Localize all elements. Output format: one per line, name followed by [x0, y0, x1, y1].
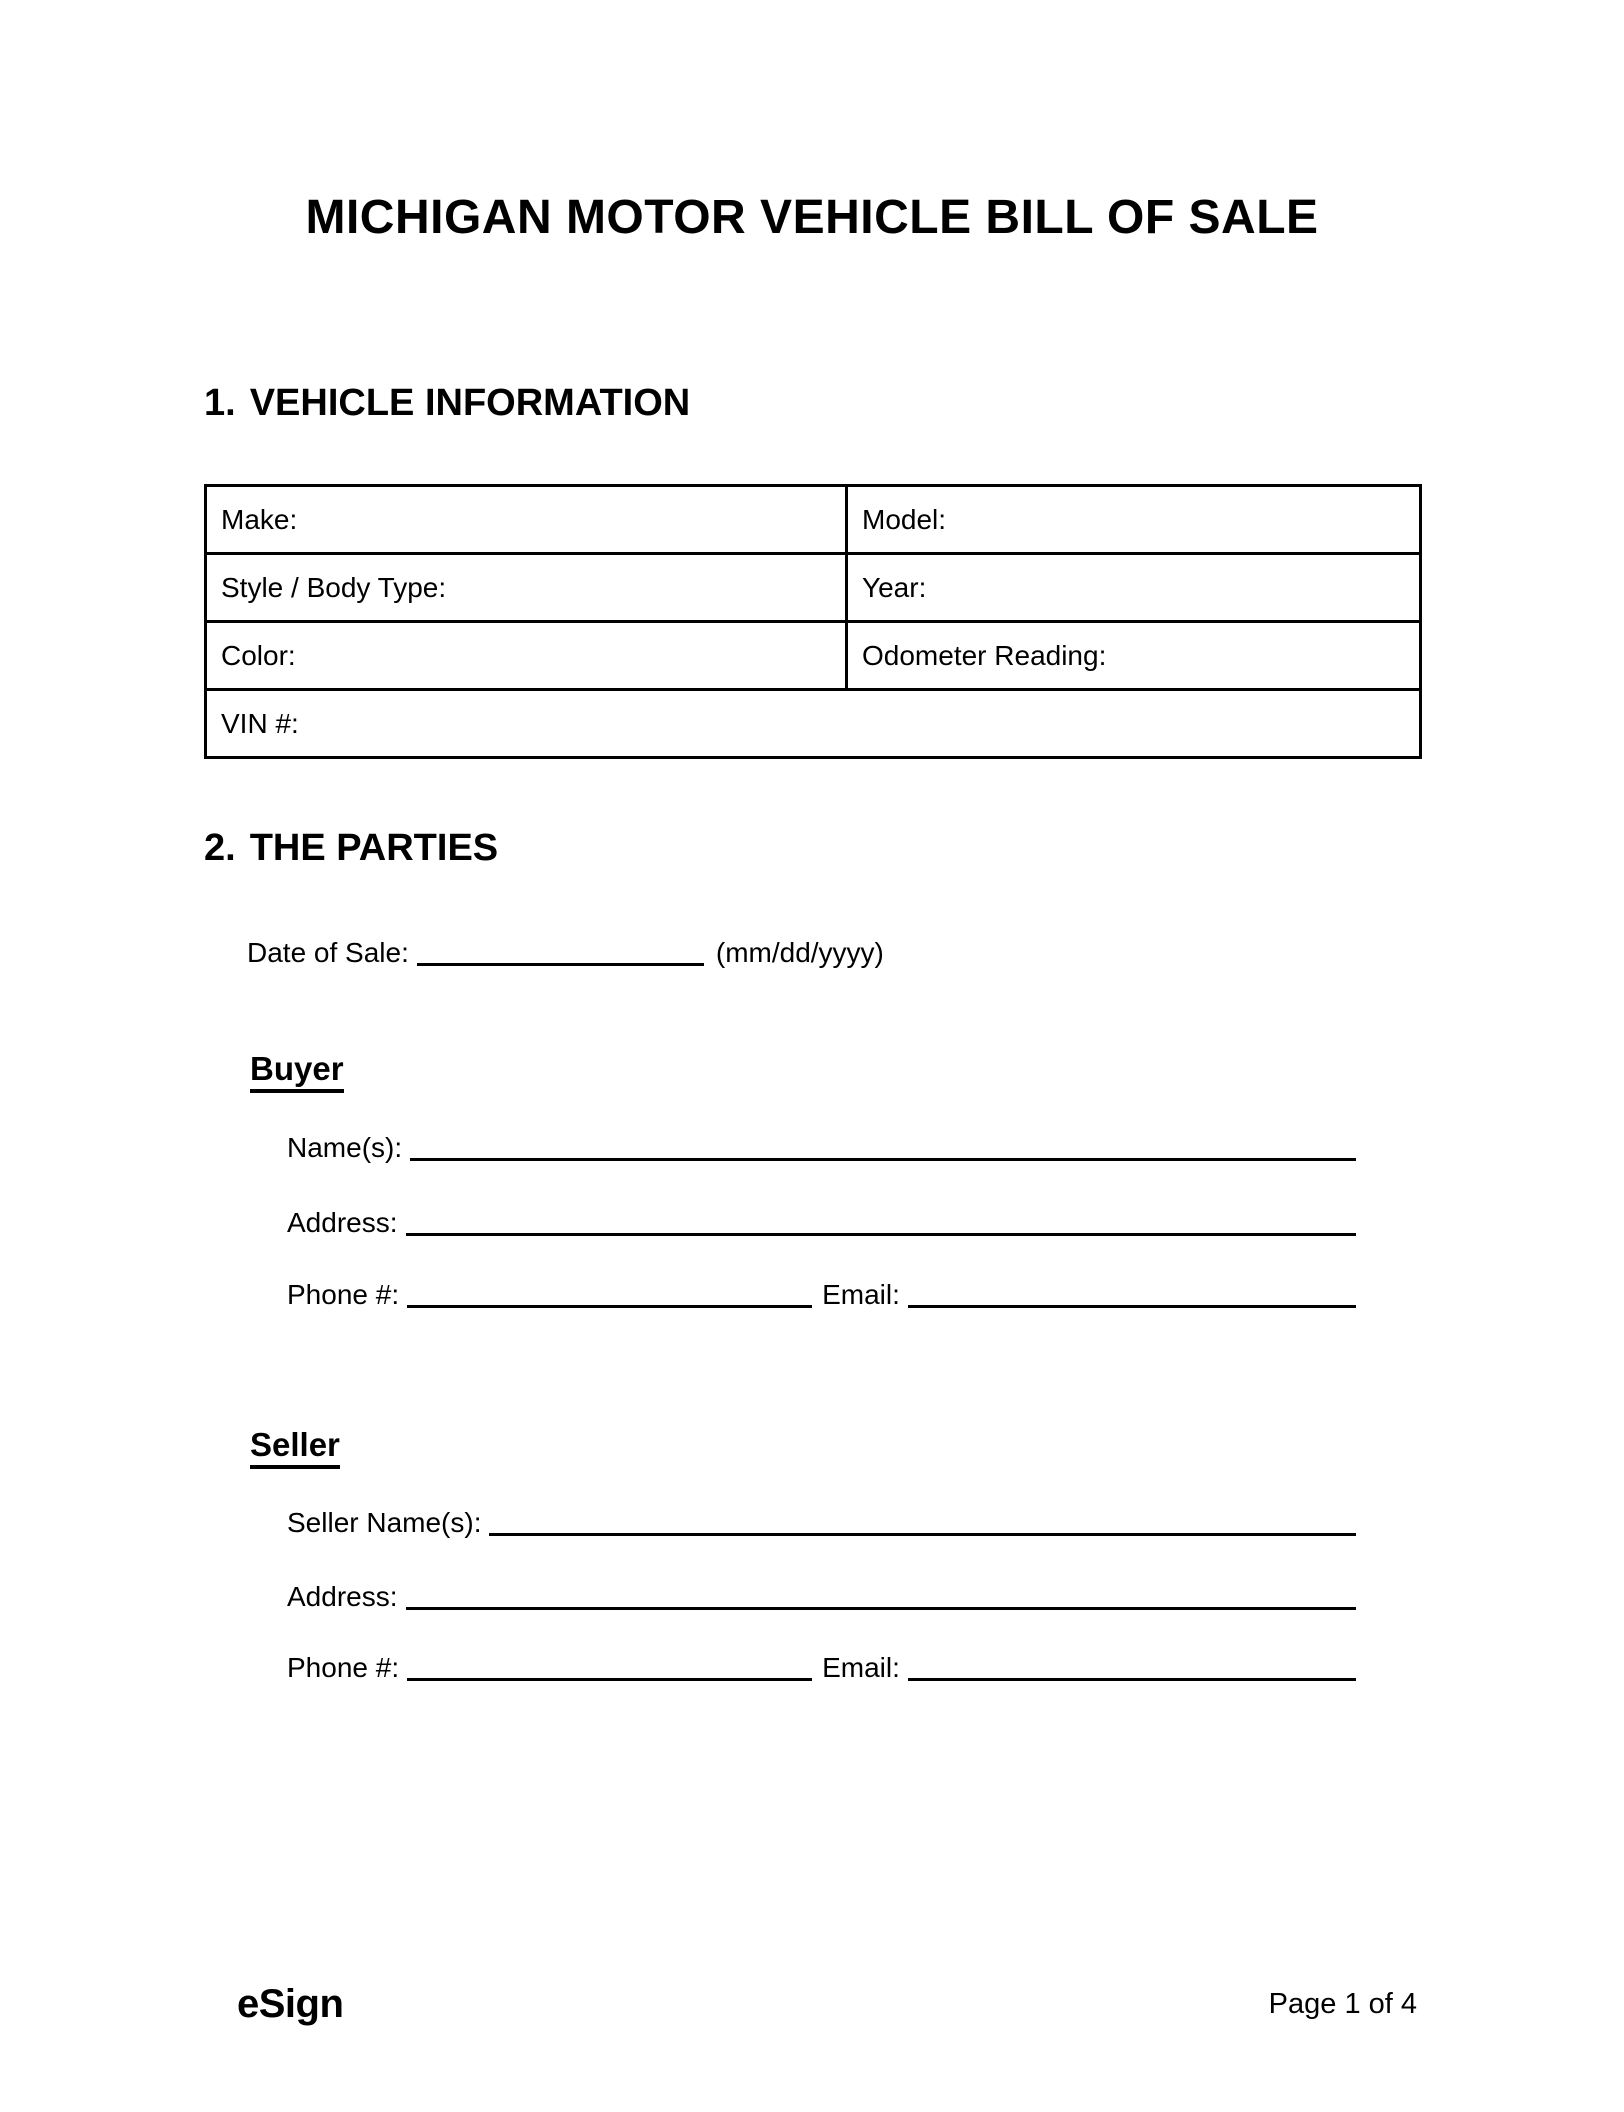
table-row [206, 554, 1421, 622]
date-of-sale-input[interactable] [417, 958, 704, 966]
color-label: Color: [221, 639, 296, 671]
table-row [206, 622, 1421, 690]
esign-logo: eSign [237, 1982, 344, 2026]
section-2-title: THE PARTIES [249, 827, 499, 869]
odometer-label: Odometer Reading: [862, 639, 1107, 671]
seller-phone-input[interactable] [407, 1673, 812, 1681]
section-2-number: 2. [204, 827, 236, 869]
seller-heading: Seller [250, 1428, 340, 1469]
buyer-address-row [287, 1206, 1356, 1240]
table-row [206, 486, 1421, 554]
odometer-field[interactable] [847, 622, 1421, 690]
buyer-address-label: Address: [287, 1207, 398, 1238]
seller-address-row [287, 1580, 1356, 1614]
seller-name-input[interactable] [489, 1528, 1356, 1536]
section-1-title: VEHICLE INFORMATION [249, 382, 691, 424]
date-of-sale-label: Date of Sale: [247, 937, 409, 968]
seller-address-input[interactable] [406, 1602, 1357, 1610]
date-format-hint: (mm/dd/yyyy) [715, 937, 884, 968]
section-2-heading [204, 829, 498, 867]
section-1-heading [204, 384, 690, 422]
vehicle-info-table [204, 484, 1422, 759]
model-field[interactable] [847, 486, 1421, 554]
buyer-email-input[interactable] [908, 1300, 1356, 1308]
buyer-phone-input[interactable] [407, 1300, 812, 1308]
year-field[interactable] [847, 554, 1421, 622]
make-label: Make: [221, 503, 298, 535]
buyer-address-input[interactable] [406, 1228, 1357, 1236]
buyer-name-input[interactable] [410, 1153, 1356, 1161]
model-label: Model: [862, 503, 947, 535]
style-body-type-field[interactable] [206, 554, 847, 622]
buyer-phone-label: Phone #: [287, 1279, 400, 1310]
buyer-heading: Buyer [250, 1052, 344, 1093]
seller-phone-email-row [287, 1651, 1356, 1685]
document-title: MICHIGAN MOTOR VEHICLE BILL OF SALE [305, 191, 1319, 244]
seller-name-label: Seller Name(s): [287, 1507, 482, 1538]
buyer-name-label: Name(s): [287, 1132, 403, 1163]
buyer-name-row [287, 1131, 1356, 1165]
page-number: Page 1 of 4 [1268, 1988, 1417, 2020]
seller-name-row [287, 1506, 1356, 1540]
seller-address-label: Address: [287, 1581, 398, 1612]
seller-phone-label: Phone #: [287, 1652, 400, 1683]
make-field[interactable] [206, 486, 847, 554]
year-label: Year: [862, 571, 927, 603]
vin-field[interactable] [206, 690, 1421, 758]
vin-label: VIN #: [221, 707, 299, 739]
buyer-email-label: Email: [822, 1279, 900, 1310]
date-of-sale-row [247, 936, 884, 970]
section-1-number: 1. [204, 382, 236, 424]
table-row [206, 690, 1421, 758]
style-body-type-label: Style / Body Type: [221, 571, 447, 603]
buyer-phone-email-row [287, 1278, 1356, 1312]
seller-email-label: Email: [822, 1652, 900, 1683]
seller-email-input[interactable] [908, 1673, 1356, 1681]
color-field[interactable] [206, 622, 847, 690]
